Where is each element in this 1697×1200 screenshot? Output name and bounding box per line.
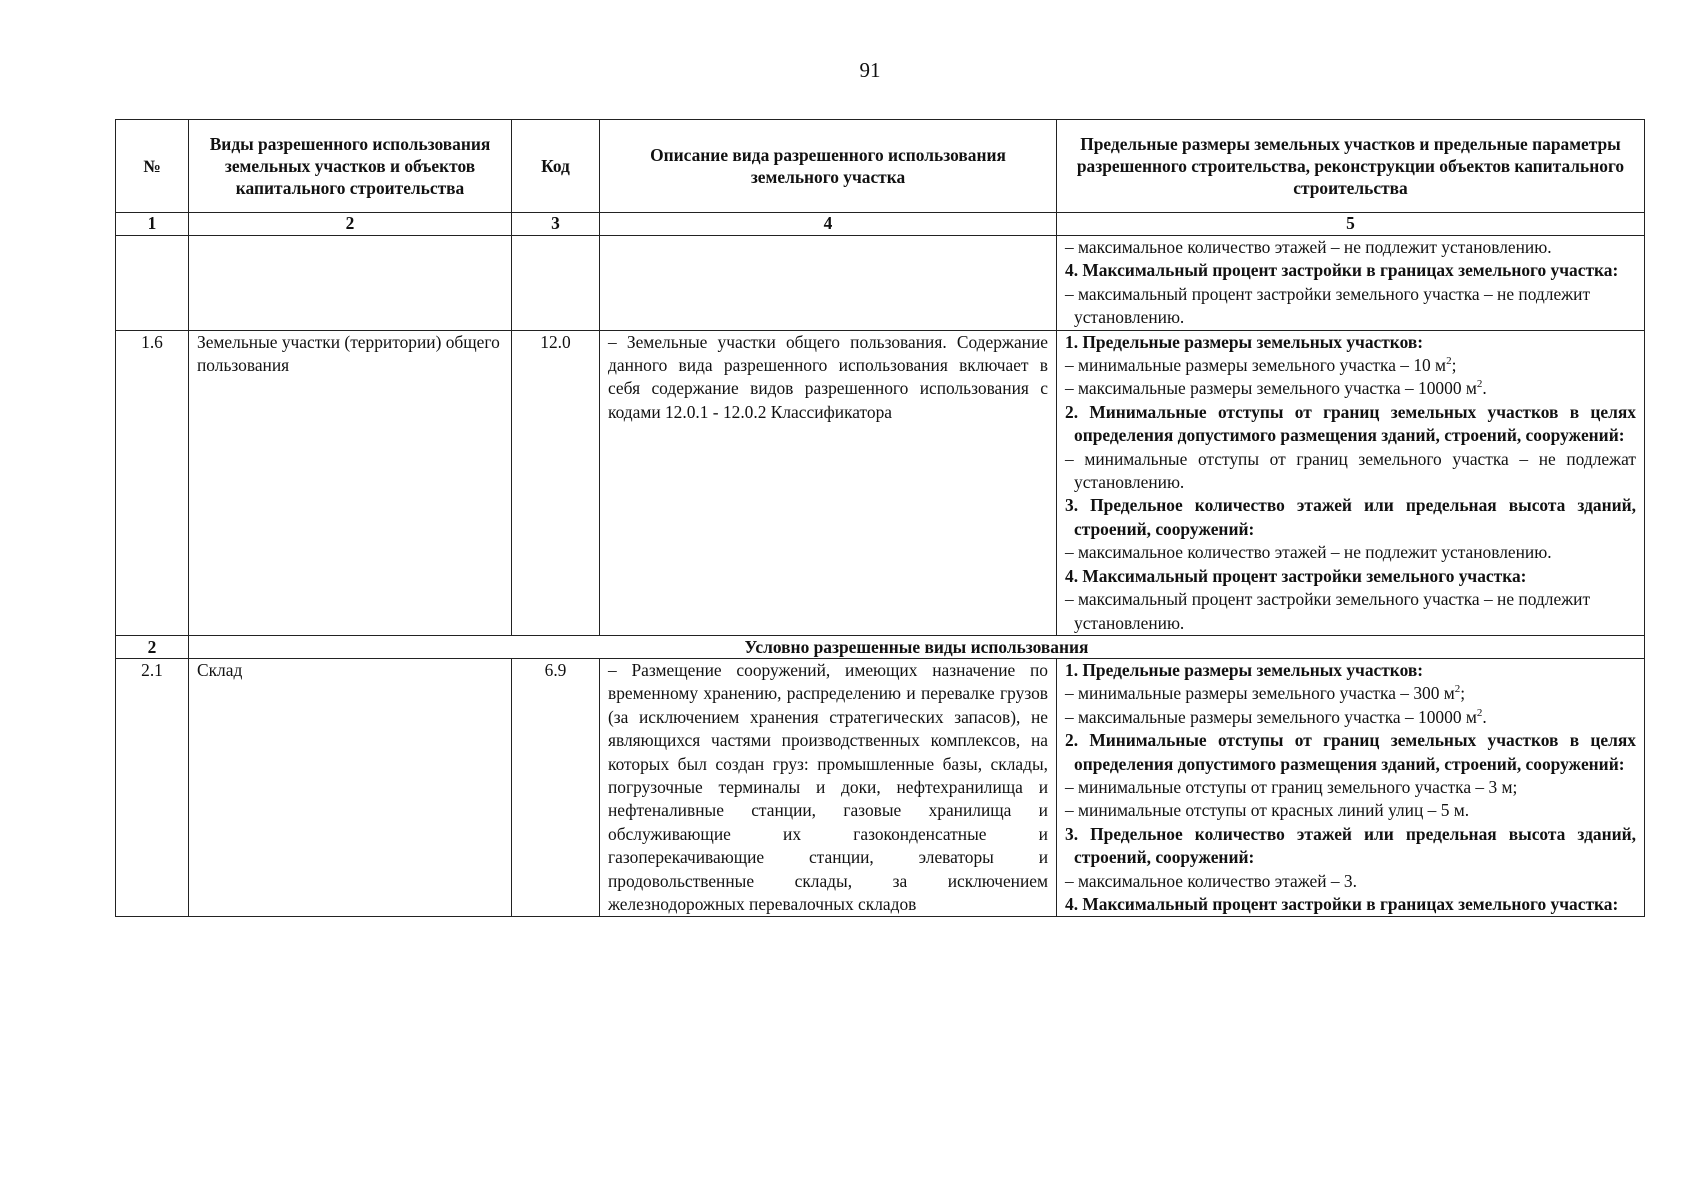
- continuation-parameters: [1057, 236, 1645, 331]
- param-line: – максимальное количество этажей – не подлежит установлению.: [1065, 542, 1552, 563]
- table-row-1-6: [116, 330, 1645, 635]
- column-number: 1: [116, 213, 189, 236]
- param-line: – максимальные размеры земельного участка – 10000 $м^2$.: [1065, 378, 1487, 399]
- section-number: 2: [116, 635, 189, 658]
- cell-empty: [189, 236, 512, 331]
- row-use-type: Склад: [189, 658, 512, 916]
- param-heading: 2. Минимальные отступы от границ земельных участков в целях определения допустимого размещения зданий, строений, сооружений:: [1065, 401, 1636, 446]
- row-number: 2.1: [116, 658, 189, 916]
- param-line: – максимальное количество этажей – 3.: [1065, 870, 1357, 891]
- param-line: – максимальные размеры земельного участка – 10000 $м^2$.: [1065, 706, 1487, 727]
- param-heading: 1. Предельные размеры земельных участков:: [1065, 659, 1424, 680]
- param-heading: 3. Предельное количество этажей или предельная высота зданий, строений, сооружений:: [1065, 495, 1636, 539]
- param-heading: 4. Максимальный процент застройки в границах земельного участка:: [1065, 260, 1619, 281]
- section-title: Условно разрешенные виды использования: [189, 635, 1645, 658]
- param-heading: 1. Предельные размеры земельных участков:: [1065, 331, 1424, 352]
- param-line: – минимальные размеры земельного участка – 10 $м^2$;: [1065, 355, 1457, 376]
- cell-empty: [116, 236, 189, 331]
- param-line: – минимальные отступы от границ земельного участка – не подлежат установлению.: [1065, 448, 1636, 493]
- header-code: Код: [512, 120, 600, 213]
- param-line: – максимальный процент застройки земельного участка – не подлежит установлению.: [1065, 589, 1591, 633]
- row-description: – Земельные участки общего пользования. Содержание данного вида разрешенного использования включает в себя содержание видов разрешенного использования с кодами 12.0.1 - 12.0.2 Классификатора: [600, 330, 1057, 635]
- param-line: – минимальные отступы от красных линий улиц – 5 м.: [1065, 800, 1470, 821]
- param-heading: 4. Максимальный процент застройки земельного участка:: [1065, 565, 1527, 586]
- row-code: 6.9: [512, 658, 600, 916]
- header-number: №: [116, 120, 189, 213]
- param-heading: 4. Максимальный процент застройки в границах земельного участка:: [1065, 893, 1619, 914]
- page-number: 91: [859, 58, 881, 82]
- header-parameters: Предельные размеры земельных участков и предельные параметры разрешенного строительства, реконструкции объектов капитального строительства: [1057, 120, 1645, 213]
- cell-empty: [512, 236, 600, 331]
- header-row: [116, 120, 1645, 213]
- param-line: – максимальный процент застройки земельного участка – не подлежит установлению.: [1065, 283, 1591, 328]
- row-code: 12.0: [512, 330, 600, 635]
- header-description: Описание вида разрешенного использования земельного участка: [600, 120, 1057, 213]
- param-line: – максимальное количество этажей – не подлежит установлению.: [1065, 237, 1552, 257]
- row-parameters: [1057, 330, 1645, 635]
- param-line: – минимальные размеры земельного участка – 300 $м^2$;: [1065, 683, 1466, 704]
- row-description: – Размещение сооружений, имеющих назначение по временному хранению, распределению и перевалке грузов (за исключением хранения стратегических запасов), не являющихся частями производственных комплексов, на которых был создан груз: промышленные базы, склады, погрузочные терминалы и доки, нефтехранилища и нефтеналивные станции, газовые хранилища и обслуживающие их газоконденсатные и газоперекачивающие станции, элеваторы и продовольственные склады, за исключением железнодорожных перевалочных складов: [600, 658, 1057, 916]
- row-parameters: [1057, 658, 1645, 916]
- param-heading: 2. Минимальные отступы от границ земельных участков в целях определения допустимого размещения зданий, строений, сооружений:: [1065, 730, 1636, 774]
- header-use-type: Виды разрешенного использования земельных участков и объектов капитального строительства: [189, 120, 512, 213]
- row-use-type: Земельные участки (территории) общего пользования: [189, 330, 512, 635]
- column-number: 4: [600, 213, 1057, 236]
- section-row-2: [116, 635, 1645, 658]
- param-line: – минимальные отступы от границ земельного участка – 3 м;: [1065, 776, 1518, 797]
- column-number: 5: [1057, 213, 1645, 236]
- row-number: 1.6: [116, 330, 189, 635]
- cell-empty: [600, 236, 1057, 331]
- param-heading: 3. Предельное количество этажей или предельная высота зданий, строений, сооружений:: [1065, 823, 1636, 868]
- column-number: 2: [189, 213, 512, 236]
- table-row-2-1: [116, 658, 1645, 916]
- continuation-row: [116, 236, 1645, 331]
- column-number: 3: [512, 213, 600, 236]
- land-use-table: [115, 119, 1645, 917]
- column-number-row: [116, 213, 1645, 236]
